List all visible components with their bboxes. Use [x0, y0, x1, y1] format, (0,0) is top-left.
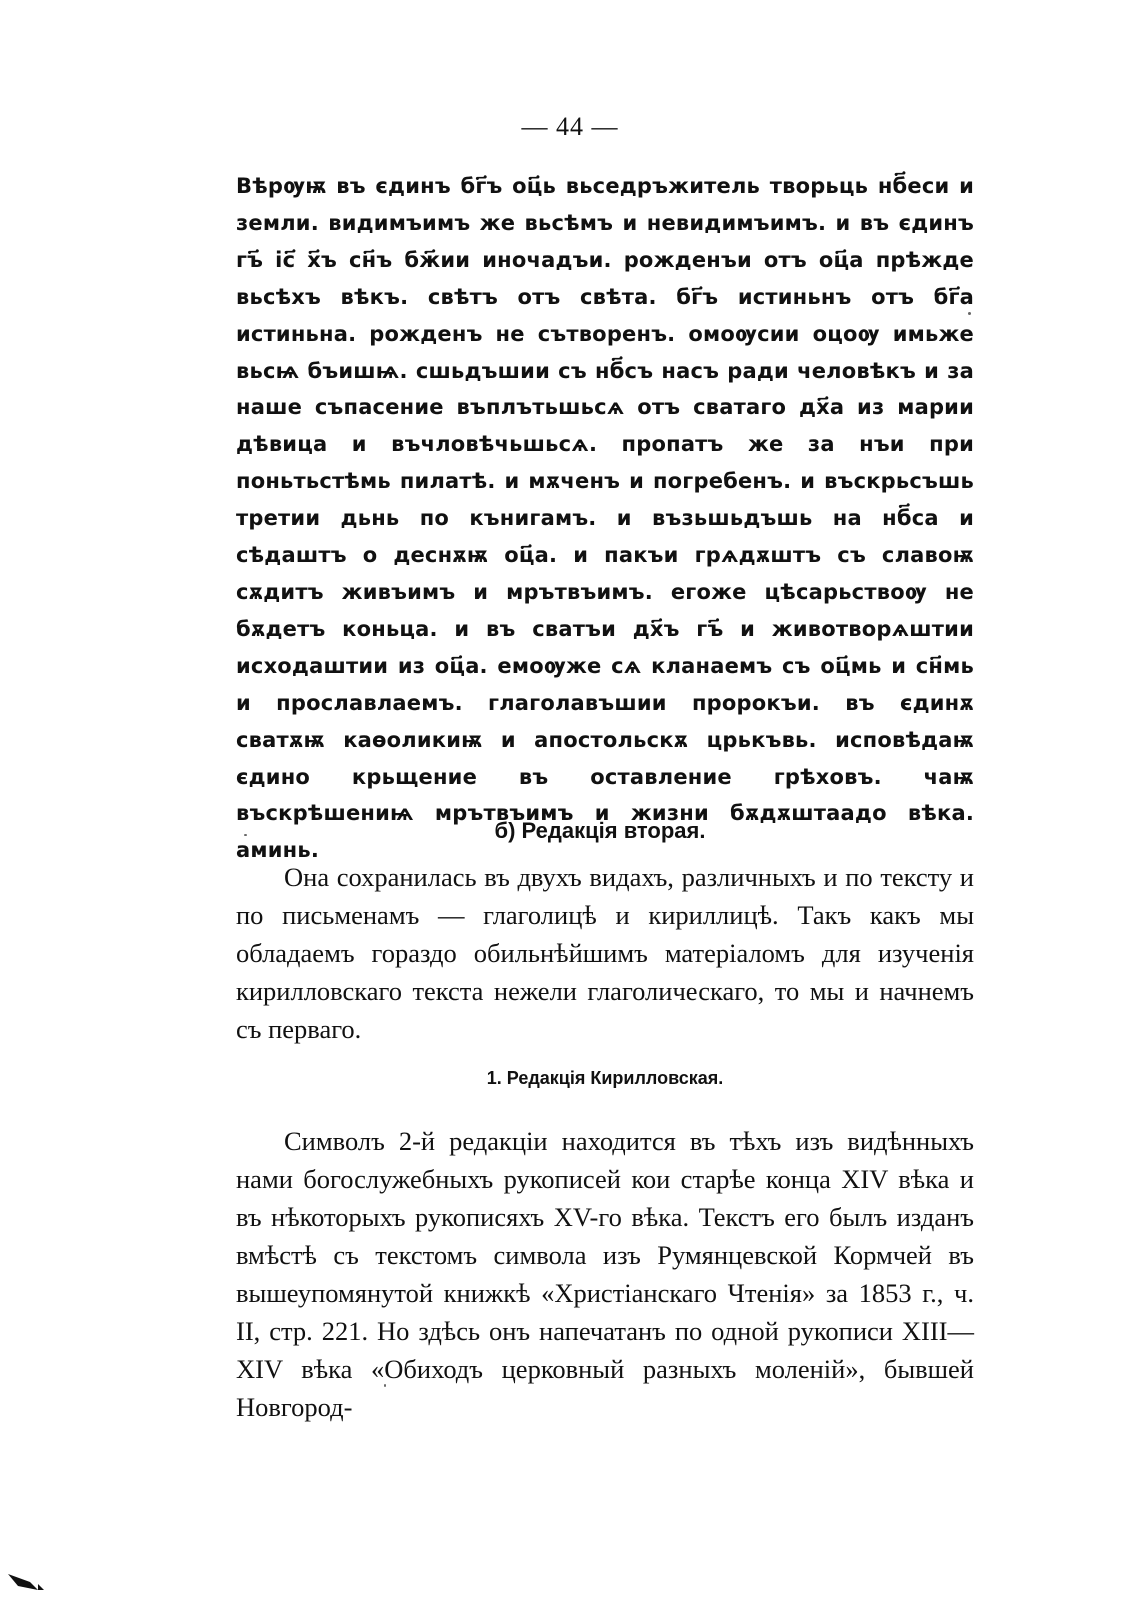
scan-speck — [244, 834, 247, 836]
scan-speck — [968, 312, 971, 315]
creed-slavonic-text: Вѣрѹѭ въ єдинъ бг҃ъ оц҃ь вьседръжитель творьць нб҃еси и земли. видимъимъ же вьсѣмъ и невидимъимъ. и въ єдинъ гъ҃ іс҃ х҃ъ сн҃ъ бж҃ии иночадъи. рожденъи отъ оц҃а прѣжде вьсѣхъ вѣкъ. свѣтъ отъ свѣта. бг҃ъ истиньнъ отъ бг҃а истиньна. рожденъ не сътворенъ. омоѹсии оцоѹ имьже вьсѩ бъишѩ. сшьдъшии съ нб҃съ насъ ради человѣкъ и за наше съпасение въплътьшьсѧ отъ сватаго дх҃а из марии дѣвица и въчловѣчьшьсѧ. пропатъ же за нъи при поньтьстѣмь пилатѣ. и мѫченъ и погребенъ. и въскрьсъшь третии дьнь по кънигамъ. и възьшьдъшь на нб҃са и сѣдаштъ о деснѫѭ оц҃а. и пакъи грѧдѫштъ съ славоѭ сѫдитъ живъимъ и мрътвъимъ. егоже цѣсарьствоѹ не бѫдетъ коньца. и въ сватъи дх҃ъ гъ҃ и животворѧштии исходаштии из оц҃а. емоѹже сѧ кланаемъ съ оц҃мь и сн҃мь и прославлаемъ. глаголавъшии пророкъи. въ єдинѫ сватѫѭ каѳоликиѭ и апостольскѫ црькъвь. исповѣдаѭ єдино крьщение въ оставление грѣховъ. чаѭ въскрѣшениѩ мрътвъимъ и жизни бѫдѫштаадо вѣка. аминь. — [236, 174, 974, 863]
paragraph-text: Она сохранилась въ двухъ видахъ, различныхъ и по тексту и по письменамъ — глаголицѣ и кириллицѣ. Такъ какъ мы обладаемъ гораздо обильнѣйшимъ матеріаломъ для изученія кирилловскаго текста нежели глаголическаго, то мы и начнемъ съ перваго. — [236, 862, 974, 1044]
paragraph-redaction-intro — [236, 858, 974, 1048]
subsection-heading-kirillovskaya: 1. Редакція Кирилловская. — [486, 1068, 724, 1088]
page-number: — 44 — — [521, 112, 619, 141]
scan-corner-mark — [8, 1570, 52, 1592]
scan-speck — [384, 1384, 386, 1387]
section-heading-redaction-two: б) Редакція вторая. — [494, 818, 706, 843]
paragraph-symbol-description — [236, 1122, 974, 1426]
paragraph-text: Символъ 2-й редакціи находится въ тѣхъ изъ видѣнныхъ нами богослужебныхъ рукописей кои старѣе конца XIV вѣка и въ нѣкоторыхъ рукописяхъ XV-го вѣка. Текстъ его былъ изданъ вмѣстѣ съ текстомъ символа изъ Румянцевской Кормчей въ вышеупомянутой книжкѣ «Христіанскаго Чтенія» за 1853 г., ч. II, стр. 221. Но здѣсь онъ напечатанъ по одной рукописи XIII—XIV вѣка «Обиходъ церковный разныхъ моленій», бывшей Новгород- — [236, 1126, 974, 1422]
